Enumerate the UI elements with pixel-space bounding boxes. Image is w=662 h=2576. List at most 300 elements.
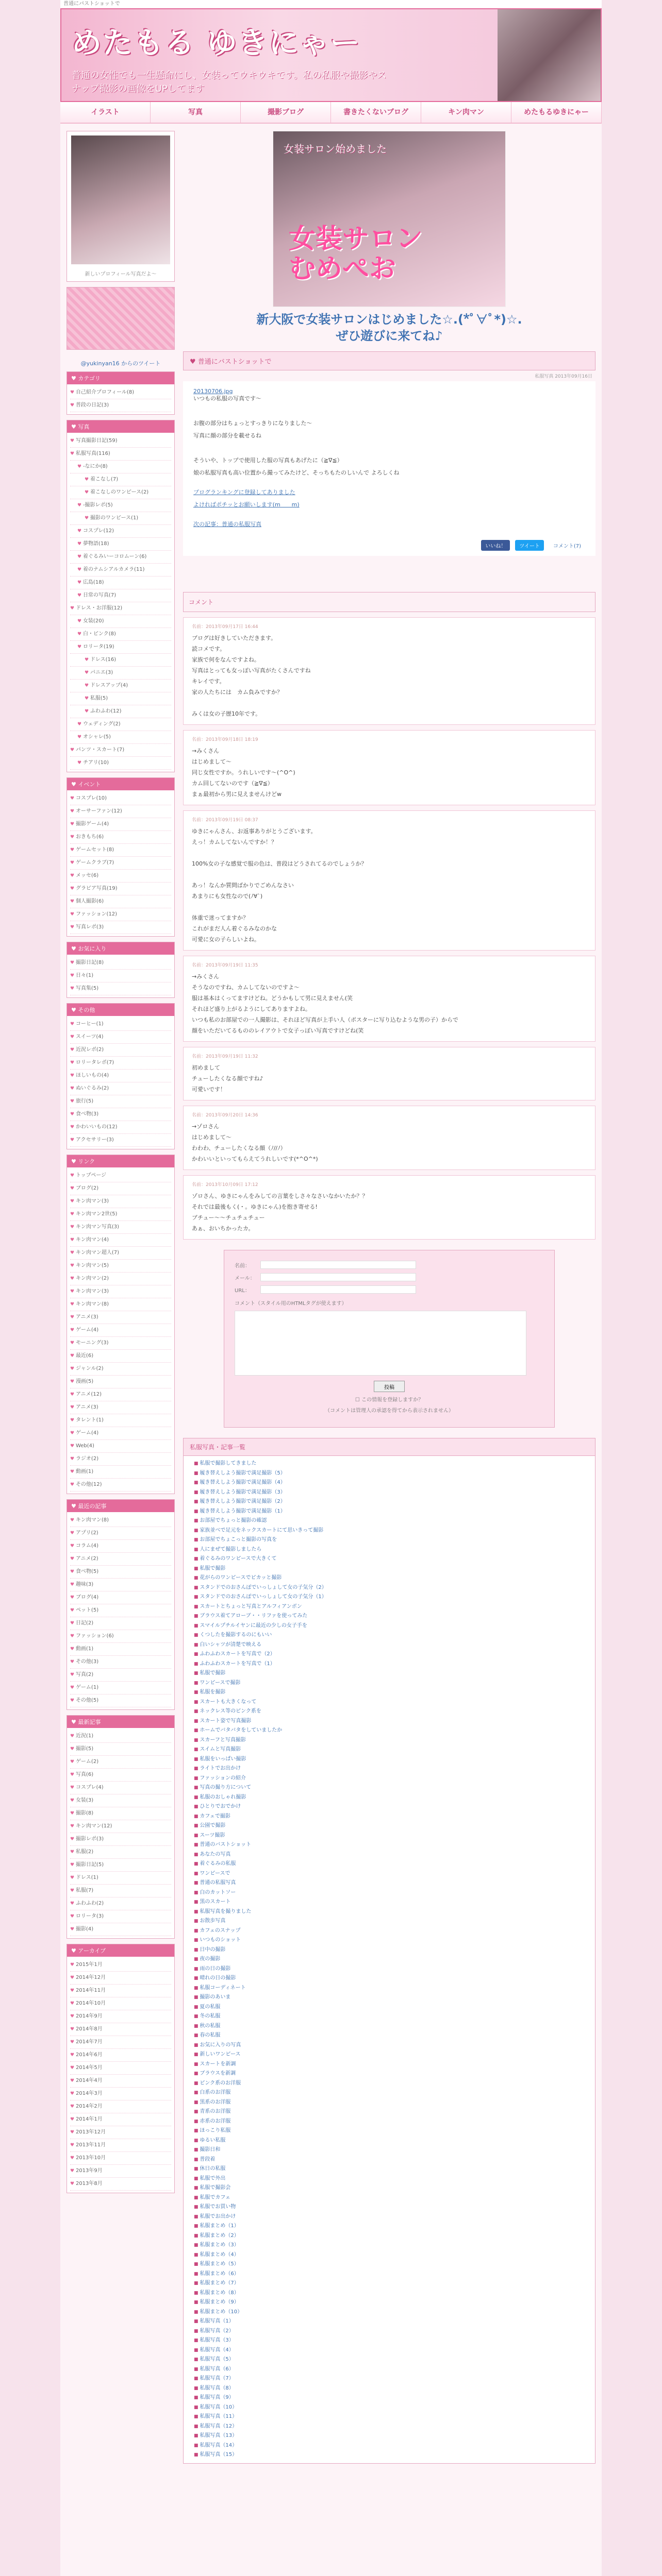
archive-link[interactable]: ■ 履き替えしよう撮影で満足撮影（3） (194, 1488, 585, 1498)
sidebar-link[interactable]: ♥ コラム(4) (70, 1540, 171, 1553)
salon-big-text (289, 224, 423, 284)
nav-item[interactable]: 撮影ブログ (241, 102, 331, 123)
post-image-link[interactable]: 20130706.jpg (193, 388, 233, 395)
sidebar-link[interactable]: ♥ 2013年11月 (70, 2139, 171, 2152)
archive-link[interactable]: ■ 私服まとめ（10） (194, 2308, 585, 2317)
sidebar-link[interactable]: ♥ グラビア写真(19) (70, 883, 171, 895)
sidebar-link[interactable]: ♥ 写真撮影日記(59) (70, 435, 171, 448)
archive-link[interactable]: ■ 私服写真（14） (194, 2441, 585, 2451)
main-content (183, 131, 595, 2464)
archive-link[interactable]: ■ 撮影のあいま (194, 1993, 585, 2003)
sidebar-link[interactable]: ♥ 近況レポ(2) (70, 1044, 171, 1057)
sidebar-link[interactable]: ♥ かわいいもの(12) (70, 1121, 171, 1134)
comment (183, 1047, 595, 1100)
sidebar-box-heading: ♥ リンク (67, 1155, 174, 1167)
sidebar-box (67, 1715, 175, 1939)
sidebar-link[interactable]: ♥ メッセ(6) (70, 870, 171, 883)
archive-link[interactable]: ■ スカート姿で写真撮影 (194, 1717, 585, 1726)
archive-link[interactable]: ■ 私服まとめ（7） (194, 2279, 585, 2289)
sidebar-link[interactable]: ♥ 2014年8月 (70, 2023, 171, 2036)
sidebar-link[interactable]: ♥ 着こなしのワンピース(2) (70, 486, 171, 499)
nav-item[interactable]: めたもるゆきにゃー (511, 102, 602, 123)
ranking-link[interactable]: プログランキングに登録してありました (193, 489, 295, 496)
sidebar-link[interactable]: ♥ キン肉マン写真(3) (70, 1221, 171, 1234)
archive-link[interactable]: ■ 写真の撮り方について (194, 1783, 585, 1793)
salon-banner[interactable] (273, 131, 506, 307)
archive-link[interactable]: ■ ブラウス着てアローブ・・リファを使ってみた (194, 1612, 585, 1621)
archive-link[interactable]: ■ 私服で撮影 (194, 1669, 585, 1679)
sidebar-link[interactable]: ♥ 2014年7月 (70, 2036, 171, 2049)
sidebar-link[interactable]: ♥ オシャレ(5) (70, 731, 171, 744)
sidebar-link[interactable]: ♥ 2014年11月 (70, 1985, 171, 1997)
archive-link[interactable]: ■ お部屋でちょっと撮影の確認 (194, 1516, 585, 1526)
sidebar-link[interactable]: ♥ キン肉マン超人(7) (70, 1247, 171, 1260)
nav-item[interactable]: キン肉マン (421, 102, 511, 123)
sidebar-link[interactable]: ♥ ペット(5) (70, 1604, 171, 1617)
url-field[interactable] (260, 1285, 416, 1294)
archive-link[interactable]: ■ 私服写真を撮りました (194, 1907, 585, 1917)
archive-link[interactable]: ■ 私服でお買い物 (194, 2202, 585, 2212)
sidebar-link[interactable]: ♥ 2014年10月 (70, 1997, 171, 2010)
sidebar-link[interactable]: ♥ 2015年1月 (70, 1959, 171, 1972)
archive-link[interactable]: ■ ゆるい私服 (194, 2136, 585, 2146)
sidebar-link[interactable]: ♥ ゲーム(2) (70, 1756, 171, 1769)
title-box (72, 19, 494, 94)
sidebar-link[interactable]: ♥ 2014年2月 (70, 2100, 171, 2113)
archive-link[interactable]: ■ スーツ撮影 (194, 1831, 585, 1841)
sidebar-link[interactable]: ♥ 2013年8月 (70, 2178, 171, 2191)
profile-photo[interactable] (71, 135, 170, 264)
sidebar-link[interactable]: ♥ 2013年12月 (70, 2126, 171, 2139)
post-line: お腹の部分はちょっとすっきりになりました〜 (193, 420, 312, 427)
sidebar-link[interactable]: ♥ ドレス(16) (70, 654, 171, 667)
sidebar-link[interactable]: ♥ アニメ(3) (70, 1401, 171, 1414)
comment-meta: 名前：2013年09月19日 08:37 (192, 818, 258, 823)
sidebar-link[interactable]: ♥ スイーツ(4) (70, 1031, 171, 1044)
sidebar-link[interactable]: ♥ ほしいもの(4) (70, 1070, 171, 1082)
sidebar-link[interactable]: ♥ 日々(1) (70, 970, 171, 982)
sidebar-link[interactable]: ♥ ブログ(2) (70, 1182, 171, 1195)
archive-link[interactable]: ■ ブラウスを新調 (194, 2069, 585, 2079)
name-field[interactable] (260, 1261, 416, 1269)
archive-link[interactable]: ■ スカートとちょっと写真とアルフィアンボン (194, 1602, 585, 1612)
archive-link[interactable]: ■ 夏の私服 (194, 2003, 585, 2012)
sidebar-link[interactable]: ♥ オーサーファン(12) (70, 805, 171, 818)
sidebar-link[interactable]: ♥ ロリータ(19) (70, 641, 171, 654)
archive-link[interactable]: ■ 私服写真（11） (194, 2412, 585, 2422)
post-line: いつもの私服の写真です〜 (193, 395, 261, 402)
sidebar-link[interactable]: ♥ 普段の日記(3) (70, 399, 171, 412)
archive-link[interactable]: ■ 私服まとめ（2） (194, 2231, 585, 2241)
sidebar-link[interactable]: ♥ ゲームクラブ(7) (70, 857, 171, 870)
sidebar-box (67, 942, 175, 998)
page-topline: 普通にパストショットで (60, 0, 602, 8)
sidebar-link[interactable]: ♥ 2013年9月 (70, 2165, 171, 2178)
archive-link[interactable]: ■ 青系のお洋服 (194, 2107, 585, 2117)
post-line (193, 405, 585, 417)
comment-count-link[interactable]: コメント(7) (553, 544, 581, 549)
archive-link[interactable]: ■ スカーフと写真撮影 (194, 1736, 585, 1745)
comment-body: ゆきにゃんさん、お返事ありがとうございます。 えっ！カムしてないんですか！？ 100%女の子な感覚で服の色は、普段はどうされてるのでしょうか？ あっ！なんか質問ばかりでごめんなさい あまりにも女性なので(ﾉ∀`) 体重で迷ってますか？ これがまだ人ん着ぐるみなのかな 可愛に女の子らしいよね。 (192, 828, 367, 943)
archive-link[interactable]: ■ くつしたを撮影するのにもいい (194, 1631, 585, 1640)
sidebar-link[interactable]: ♥ ふわふわ(12) (70, 705, 171, 718)
sidebar-link[interactable]: ♥ 2014年3月 (70, 2088, 171, 2100)
post-line (193, 442, 585, 454)
sidebar-link[interactable]: ♥ 女装(20) (70, 615, 171, 628)
archive-link[interactable]: ■ 私服写真（3） (194, 2336, 585, 2346)
archive-link[interactable]: ■ 人にまぜて撮影しましたら (194, 1545, 585, 1555)
sidebar-link[interactable]: ♥ 2014年1月 (70, 2113, 171, 2126)
sidebar-link[interactable]: ♥ 写真集(5) (70, 982, 171, 995)
post-meta: 私服写真 2013年09月16日 (535, 374, 592, 379)
sidebar-link[interactable]: ♥ コスプレ(4) (70, 1782, 171, 1794)
ranking-sub-link[interactable]: よければポチッとお願いします(m＿＿m) (193, 501, 300, 508)
sidebar-link[interactable]: ♥ ゲーム(4) (70, 1427, 171, 1440)
sidebar-link[interactable]: ♥ ロリータレポ(7) (70, 1057, 171, 1070)
archive-link[interactable]: ■ 私服写真（9） (194, 2393, 585, 2403)
sidebar-link[interactable]: ♥ 広島(18) (70, 577, 171, 589)
archive-link[interactable]: ■ 私服をいっぱい撮影 (194, 1755, 585, 1765)
comment-body: 初めまして チューしたくなる顔ですね♪ 可愛いです！ (192, 1064, 263, 1093)
archive-link[interactable]: ■ いつものショット (194, 1936, 585, 1945)
archive-link[interactable]: ■ 花がらのワンピースでピカッと撮影 (194, 1573, 585, 1583)
archive-link[interactable]: ■ 普通の私服写真 (194, 1878, 585, 1888)
sidebar-link[interactable]: ♥ ファッション(6) (70, 1630, 171, 1643)
sidebar-link[interactable]: ♥ 撮影ゲーム(4) (70, 818, 171, 831)
sidebar-link[interactable]: ♥ 撮影(4) (70, 1923, 171, 1936)
archive-link[interactable]: ■ 私服写真（6） (194, 2365, 585, 2375)
sidebar-link[interactable]: ♥ キン肉マン(8) (70, 1298, 171, 1311)
sidebar-link[interactable]: ♥ 白・ピンク(8) (70, 628, 171, 641)
sidebar-link[interactable]: ♥ 自己紹介プロフィール(8) (70, 386, 171, 399)
archive-link[interactable]: ■ お散歩写真 (194, 1917, 585, 1926)
archive-link[interactable]: ■ 私服まとめ（8） (194, 2289, 585, 2298)
archive-link[interactable]: ■ スイムと写真撮影 (194, 1745, 585, 1755)
sidebar-link[interactable]: ♥ 写真レポ(3) (70, 921, 171, 934)
sidebar-link[interactable]: ♥ 撮影のワンピース(1) (70, 512, 171, 525)
sidebar-box (67, 777, 175, 937)
sidebar-link[interactable]: ♥ 私服写真(116) (70, 448, 171, 461)
sidebar-link[interactable]: ♥ 撮影レポ(3) (70, 1833, 171, 1846)
post-line: 写真に顔の部分を載せるね (193, 432, 261, 439)
archive-link[interactable]: ■ ネックレス等のピンク系を (194, 1707, 585, 1717)
sidebar-link[interactable]: ♥ ドレスアップ(4) (70, 680, 171, 692)
sidebar-link[interactable]: ♥ 撮影(5) (70, 1743, 171, 1756)
sidebar-link[interactable]: ♥ トップページ (70, 1170, 171, 1182)
archive-link[interactable]: ■ 履き替えしよう撮影で満足撮影（1） (194, 1507, 585, 1517)
sidebar-link[interactable]: ♥ 2014年4月 (70, 2075, 171, 2088)
sidebar-link[interactable]: ♥ -撮影レポ(5) (70, 499, 171, 512)
archive-link[interactable]: ■ 私服写真（5） (194, 2355, 585, 2365)
sidebar-link[interactable]: ♥ アプリ(2) (70, 1527, 171, 1540)
sidebar-link[interactable]: ♥ ドレス(1) (70, 1872, 171, 1885)
mail-label: メール： (235, 1275, 255, 1281)
archive-link[interactable]: ■ 私服写真（13） (194, 2431, 585, 2441)
header-photo (498, 9, 601, 101)
archive-link[interactable]: ■ 家族並べで足元をネックスカートにて思いきって撮影 (194, 1526, 585, 1536)
sidebar-link[interactable]: ♥ 着こなし(7) (70, 473, 171, 486)
submit-button[interactable]: 投稿 (374, 1381, 405, 1392)
archive-link[interactable]: ■ 晴れの日の撮影 (194, 1974, 585, 1984)
sidebar-link[interactable]: ♥ おきもち(6) (70, 831, 171, 844)
archive-link[interactable]: ■ 白いシャツが清楚で映える (194, 1640, 585, 1650)
approval-note: （コメントは管理人の承認を得てから表示されません） (325, 1408, 454, 1414)
archive-link[interactable]: ■ ふわふわスカートを写真で（2） (194, 1650, 585, 1659)
archive-link[interactable]: ■ 私服写真（4） (194, 2346, 585, 2355)
salon-caption (183, 307, 595, 351)
archive-link[interactable]: ■ 私服で撮影会 (194, 2183, 585, 2193)
archive-link[interactable]: ■ 日中の撮影 (194, 1945, 585, 1955)
sidebar-link[interactable]: ♥ 近況(1) (70, 1730, 171, 1743)
archive-link[interactable]: ■ 私服で外出 (194, 2174, 585, 2184)
sidebar-link[interactable]: ♥ 2014年9月 (70, 2010, 171, 2023)
sidebar-link[interactable]: ♥ 旅行(5) (70, 1095, 171, 1108)
archive-link[interactable]: ■ 履き替えしよう撮影で満足撮影（5） (194, 1469, 585, 1479)
sidebar-link[interactable]: ♥ アニメ(2) (70, 1553, 171, 1566)
sidebar-link[interactable]: ♥ 撮影(8) (70, 1807, 171, 1820)
archive-link[interactable]: ■ 秋の私服 (194, 2022, 585, 2031)
nav-item[interactable]: 写真 (151, 102, 241, 123)
sidebar-link[interactable]: ♥ キン肉マン2世(5) (70, 1208, 171, 1221)
archive-link[interactable]: ■ 履き替えしよう撮影で満足撮影（4） (194, 1478, 585, 1488)
sidebar-link[interactable]: ♥ ゲームセット(8) (70, 844, 171, 857)
archive-heading: 私服写真・記事一覧 (184, 1438, 595, 1456)
sidebar-link[interactable]: ♥ 趣味(3) (70, 1579, 171, 1591)
archive-link[interactable]: ■ 白のカットソー (194, 1888, 585, 1898)
archive-link[interactable]: ■ 夜の撮影 (194, 1955, 585, 1964)
archive-link[interactable]: ■ 私服で撮影 (194, 1564, 585, 1574)
archive-link[interactable]: ■ スカートを新調 (194, 2060, 585, 2070)
sidebar-link[interactable]: ♥ 着ぐるみいーコロムーン(6) (70, 551, 171, 564)
archive-link[interactable]: ■ カフェのスナップ (194, 1926, 585, 1936)
sidebar-link[interactable]: ♥ 着のナムシアルカメラ(11) (70, 564, 171, 577)
comment (183, 617, 595, 725)
salon-big-line: むめぺお (289, 253, 396, 284)
sidebar-link[interactable]: ♥ アクセサリー(3) (70, 1134, 171, 1147)
sidebar-link[interactable]: ♥ タレント(1) (70, 1414, 171, 1427)
sidebar-link[interactable]: ♥ 動画(1) (70, 1466, 171, 1479)
tweet-button[interactable]: ツイート (515, 540, 544, 551)
sidebar-link[interactable]: ♥ コーヒー(1) (70, 1018, 171, 1031)
archive-link[interactable]: ■ 私服写真（7） (194, 2374, 585, 2384)
sidebar-link[interactable]: ♥ Web(4) (70, 1440, 171, 1453)
sidebar-link[interactable]: ♥ キン肉マン(3) (70, 1195, 171, 1208)
sidebar-link[interactable]: ♥ チアリ(10) (70, 757, 171, 770)
salon-caption-line: 新大阪で女装サロンはじめました☆.(*ﾟ∀ﾟ*)☆. (256, 312, 522, 327)
archive-link[interactable]: ■ 私服のおしゃれ撮影 (194, 1793, 585, 1803)
archive-link[interactable]: ■ 私服まとめ（6） (194, 2269, 585, 2279)
sidebar-link[interactable]: ♥ 2013年10月 (70, 2152, 171, 2165)
archive-link[interactable]: ■ 私服でカフェ (194, 2193, 585, 2203)
salon-big-line: 女装サロン (289, 223, 423, 255)
sidebar-link[interactable]: ♥ パンツ・スカート(7) (70, 744, 171, 757)
next-post-link[interactable]: 次の記事：普通の私服写真 (193, 521, 261, 528)
sidebar-link[interactable]: ♥ 動画(1) (70, 1643, 171, 1656)
comment (183, 730, 595, 805)
archive-link[interactable]: ■ 私服写真（1） (194, 2317, 585, 2327)
archive-link[interactable]: ■ 撮影日和 (194, 2145, 585, 2155)
archive-link[interactable]: ■ ワンピースで (194, 1869, 585, 1879)
archive-link[interactable]: ■ 私服まとめ（1） (194, 2222, 585, 2231)
sidebar-link[interactable]: ♥ ゲーム(4) (70, 1324, 171, 1337)
archive-link[interactable]: ■ 新しいワンピース (194, 2050, 585, 2060)
archive-link[interactable]: ■ 私服を撮影 (194, 1688, 585, 1698)
sidebar-link[interactable]: ♥ コスプレ(12) (70, 525, 171, 538)
sidebar-link[interactable]: ♥ アニメ(12) (70, 1388, 171, 1401)
archive-link[interactable]: ■ 白系のお洋服 (194, 2088, 585, 2098)
sidebar-link[interactable]: ♥ ラジオ(2) (70, 1453, 171, 1466)
archive-link[interactable]: ■ ホームでバタバタをしていましたか (194, 1726, 585, 1736)
comment-textarea[interactable] (235, 1311, 526, 1376)
nav-item[interactable]: 書きたくないブログ (331, 102, 421, 123)
comment (183, 1106, 595, 1170)
twitter-link[interactable]: @yukinyan16 からのツイート (80, 360, 161, 367)
pink-banner[interactable] (67, 287, 175, 350)
archive-link[interactable]: ■ 私服写真（8） (194, 2384, 585, 2394)
archive-link[interactable]: ■ 私服写真（2） (194, 2327, 585, 2336)
archive-link[interactable]: ■ お気に入りの写真 (194, 2041, 585, 2050)
sidebar-link[interactable]: ♥ キン肉マン(3) (70, 1285, 171, 1298)
archive-link[interactable]: ■ 黒のスカート (194, 1897, 585, 1907)
page-wrapper (60, 0, 602, 2576)
sidebar-link[interactable]: ♥ その他(3) (70, 1656, 171, 1669)
sidebar-link[interactable]: ♥ 日常の写真(7) (70, 589, 171, 602)
facebook-like-button[interactable]: いいね！ (481, 540, 510, 551)
comment-body: ゾロさん、ゆきにゃんをみしての言葉をしさ々なさいなかいたか？？ それでは最後もく(・。ゆきにゃん)を抱き寄せる! ブチュー〜〜チュチュチュー あぁ、おいちかったカ。 (192, 1193, 368, 1232)
sidebar-link[interactable]: ♥ 最近(6) (70, 1350, 171, 1363)
sidebar-link[interactable]: ♥ ウェディング(2) (70, 718, 171, 731)
sidebar-link[interactable]: ♥ 私服(5) (70, 692, 171, 705)
comment-label: コメント（スタイル用のHTMLタグが使えます） (235, 1301, 347, 1307)
sidebar-link[interactable]: ♥ 私服(7) (70, 1885, 171, 1897)
sidebar-link[interactable]: ♥ 夢物語(18) (70, 538, 171, 551)
sidebar-link[interactable]: ♥ 撮影日記(8) (70, 957, 171, 970)
sidebar-link[interactable]: ♥ 写真(2) (70, 1669, 171, 1682)
sidebar-link[interactable]: ♥ キン肉マン(12) (70, 1820, 171, 1833)
archive-link[interactable]: ■ 私服写真（15） (194, 2450, 585, 2460)
remember-checkbox[interactable]: ☐ (355, 1397, 362, 1403)
comment-meta: 名前：2013年09月20日 14:36 (192, 1113, 258, 1118)
sidebar-box (67, 1155, 175, 1494)
archive-link[interactable]: ■ スタンドでのおさんぽでいっしょして女の子気分（1） (194, 1592, 585, 1602)
archive-link[interactable]: ■ カフェで撮影 (194, 1812, 585, 1822)
archive-link[interactable]: ■ 私服まとめ（4） (194, 2250, 585, 2260)
sidebar-link[interactable]: ♥ -なにか(8) (70, 461, 171, 473)
archive-link[interactable]: ■ スタンドでのおさんぽでいっしょして女の子気分（2） (194, 1583, 585, 1593)
sidebar-link[interactable]: ♥ 私服(2) (70, 1846, 171, 1859)
sidebar-link[interactable]: ♥ その他(5) (70, 1694, 171, 1707)
sidebar-link[interactable]: ♥ その他(12) (70, 1479, 171, 1492)
post-body (183, 381, 595, 535)
site-logo[interactable]: めたもる ゆきにゃー (72, 25, 361, 60)
archive-link[interactable]: ■ 着ぐるみのワンピースで大きくて (194, 1554, 585, 1564)
archive-link[interactable]: ■ 私服まとめ（3） (194, 2241, 585, 2250)
sidebar-link[interactable]: ♥ 2014年5月 (70, 2062, 171, 2075)
sidebar-link[interactable]: ♥ キン肉マン(2) (70, 1273, 171, 1285)
sidebar-link[interactable]: ♥ 漫画(5) (70, 1376, 171, 1388)
archive-link[interactable]: ■ 私服写真（12） (194, 2422, 585, 2432)
salon-top-text: 女装サロン始めました (284, 143, 387, 155)
archive-link[interactable]: ■ ファッションの紹介 (194, 1774, 585, 1784)
sidebar-link[interactable]: ♥ 写真(6) (70, 1769, 171, 1782)
post-line: 娘の私服写真も高い位置から撮ってみたけど、そっちもたのしいんで よろしくね (193, 469, 400, 476)
archive-link[interactable]: ■ 雨の日の撮影 (194, 1964, 585, 1974)
sidebar-link[interactable]: ♥ ブログ(4) (70, 1591, 171, 1604)
archive-link[interactable]: ■ ほっこり私服 (194, 2126, 585, 2136)
sidebar-link[interactable]: ♥ 食べ物(5) (70, 1566, 171, 1579)
sidebar-link[interactable]: ♥ ドレス・お洋服(12) (70, 602, 171, 615)
site-header (60, 8, 602, 102)
archive-link[interactable]: ■ 着ぐるみの私服 (194, 1859, 585, 1869)
archive-link[interactable]: ■ 私服で撮影してきました (194, 1459, 585, 1469)
archive-link[interactable]: ■ スカートも大きくなって (194, 1698, 585, 1707)
archive-link[interactable]: ■ 春の私服 (194, 2031, 585, 2041)
post-line: そういや、トップで使用した服の写真もあげたに（≧∇≦） (193, 457, 343, 464)
sidebar-link[interactable]: ♥ モーニング(3) (70, 1337, 171, 1350)
sidebar-link[interactable]: ♥ キン肉マン(8) (70, 1514, 171, 1527)
archive-link[interactable]: ■ ひとりでおでかけ (194, 1802, 585, 1812)
sidebar-link[interactable]: ♥ 撮影日記(5) (70, 1859, 171, 1872)
sidebar-link[interactable]: ♥ 2014年6月 (70, 2049, 171, 2062)
archive-link[interactable]: ■ 私服写真（10） (194, 2403, 585, 2413)
comment-form (224, 1250, 555, 1428)
archive-link[interactable]: ■ 公園で撮影 (194, 1821, 585, 1831)
nav-item[interactable]: イラスト (60, 102, 151, 123)
sidebar-link[interactable]: ♥ コスプレ(10) (70, 792, 171, 805)
sidebar-link[interactable]: ♥ ゲーム(1) (70, 1682, 171, 1694)
archive-link[interactable]: ■ ピンク系のお洋服 (194, 2079, 585, 2089)
archive-link[interactable]: ■ 私服でお出かけ (194, 2212, 585, 2222)
comment (183, 810, 595, 951)
archive-link[interactable]: ■ スマイルプチルイヤンに最近の少しの女子手を (194, 1621, 585, 1631)
sidebar-box-heading: ♥ イベント (67, 778, 174, 790)
archive-link[interactable]: ■ 普通のバストショット (194, 1840, 585, 1850)
mail-field[interactable] (260, 1273, 416, 1281)
archive-link[interactable]: ■ 私服コーディネート (194, 1984, 585, 1993)
archive-link[interactable]: ■ 普段着 (194, 2155, 585, 2165)
archive-link[interactable]: ■ 赤系のお洋服 (194, 2117, 585, 2127)
sidebar-link[interactable]: ♥ 2014年12月 (70, 1972, 171, 1985)
archive-link[interactable]: ■ ワンピースで撮影 (194, 1679, 585, 1688)
archive-link[interactable]: ■ 休日の私服 (194, 2164, 585, 2174)
archive-link[interactable]: ■ ライトでお出かけ (194, 1764, 585, 1774)
archive-link[interactable]: ■ 私服まとめ（9） (194, 2298, 585, 2308)
archive-link[interactable]: ■ 黒系のお洋服 (194, 2098, 585, 2108)
sidebar-link[interactable]: ♥ ファッション(12) (70, 908, 171, 921)
sidebar-link[interactable]: ♥ 個人撮影(6) (70, 895, 171, 908)
sidebar-link[interactable]: ♥ ふわふわ(2) (70, 1897, 171, 1910)
sidebar-link[interactable]: ♥ キン肉マン(5) (70, 1260, 171, 1273)
archive-link[interactable]: ■ 私服まとめ（5） (194, 2260, 585, 2269)
archive-link[interactable]: ■ あなたの写真 (194, 1850, 585, 1860)
sidebar-link[interactable]: ♥ 食べ物(3) (70, 1108, 171, 1121)
archive-link[interactable]: ■ 冬の私服 (194, 2012, 585, 2022)
sidebar-link[interactable]: ♥ パニエ(3) (70, 667, 171, 680)
sidebar-link[interactable]: ♥ 日記(2) (70, 1617, 171, 1630)
archive-link[interactable]: ■ お部屋でちょこっと撮影の写真を (194, 1535, 585, 1545)
sidebar-link[interactable]: ♥ ジャンル(2) (70, 1363, 171, 1376)
sidebar-link[interactable]: ♥ ロリータ(3) (70, 1910, 171, 1923)
sidebar-link[interactable]: ♥ ぬいぐるみ(2) (70, 1082, 171, 1095)
comment-meta: 名前：2013年09月18日 18:19 (192, 737, 258, 742)
sidebar-link[interactable]: ♥ キン肉マン(4) (70, 1234, 171, 1247)
sidebar-box-heading: ♥ アーカイブ (67, 1944, 174, 1957)
archive-link[interactable]: ■ ふわふわスカートを写真で（1） (194, 1659, 585, 1669)
archive-link[interactable]: ■ 履き替えしよう撮影で満足撮影（2） (194, 1497, 585, 1507)
sidebar-box-heading: ♥ 最近の記事 (67, 1500, 174, 1512)
sidebar-link[interactable]: ♥ 女装(3) (70, 1794, 171, 1807)
sidebar-link[interactable]: ♥ アニメ(3) (70, 1311, 171, 1324)
